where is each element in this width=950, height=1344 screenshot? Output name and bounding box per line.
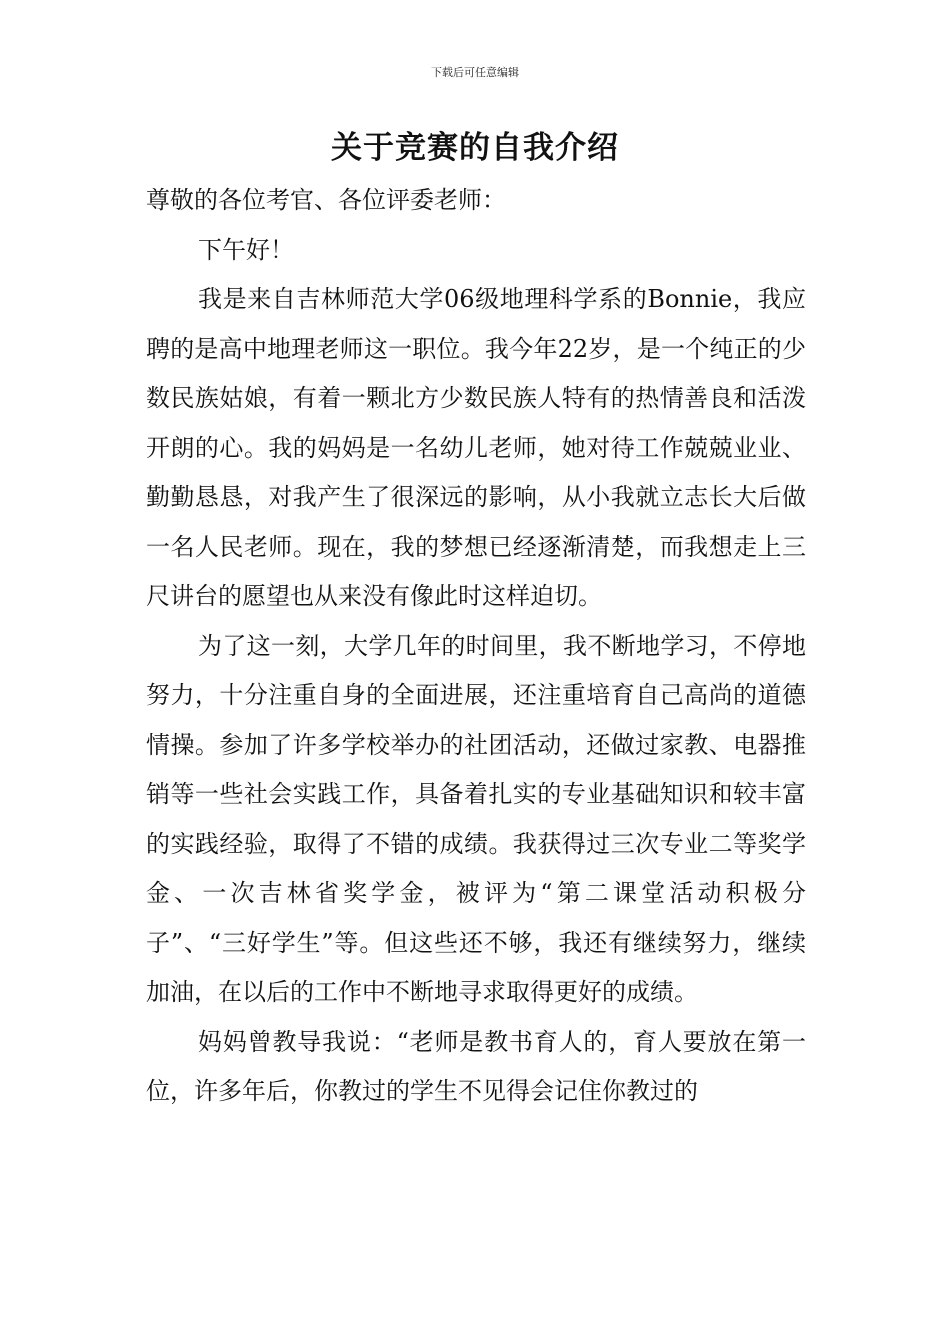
- salutation: 尊敬的各位考官、各位评委老师：: [146, 186, 506, 214]
- paragraph-introduction: 我是来自吉林师范大学06级地理科学系的Bonnie，我应聘的是高中地理老师这一职位。我今年22岁，是一个纯正的少数民族姑娘，有着一颗北方少数民族人特有的热情善良和活泼开朗的心。我的妈妈是一名幼儿老师，她对待工作兢兢业业、勤勤恳恳，对我产生了很深远的影响，从小我就立志长大后做一名人民老师。现在，我的梦想已经逐渐清楚，而我想走上三尺讲台的愿望也从来没有像此时这样迫切。: [146, 285, 806, 610]
- document-body: [146, 176, 806, 1117]
- header-note: 下载后可任意编辑: [431, 66, 519, 79]
- paragraph-mother-advice: 妈妈曾教导我说：“老师是教书育人的，育人要放在第一位，许多年后，你教过的学生不见得会记住你教过的: [146, 1027, 806, 1105]
- paragraph-greeting: 下午好！: [198, 235, 294, 264]
- paragraph-achievements: 为了这一刻，大学几年的时间里，我不断地学习，不停地努力，十分注重自身的全面进展，还注重培育自己高尚的道德情操。参加了许多学校举办的社团活动，还做过家教、电器推销等一些社会实践工作，具备着扎实的专业基础知识和较丰富的实践经验，取得了不错的成绩。我获得过三次专业二等奖学金、一次吉林省奖学金，被评为“第二课堂活动积极分子”、“三好学生”等。但这些还不够，我还有继续努力，继续加油，在以后的工作中不断地寻求取得更好的成绩。: [146, 631, 806, 1006]
- document-title: 关于竞赛的自我介绍: [331, 130, 619, 166]
